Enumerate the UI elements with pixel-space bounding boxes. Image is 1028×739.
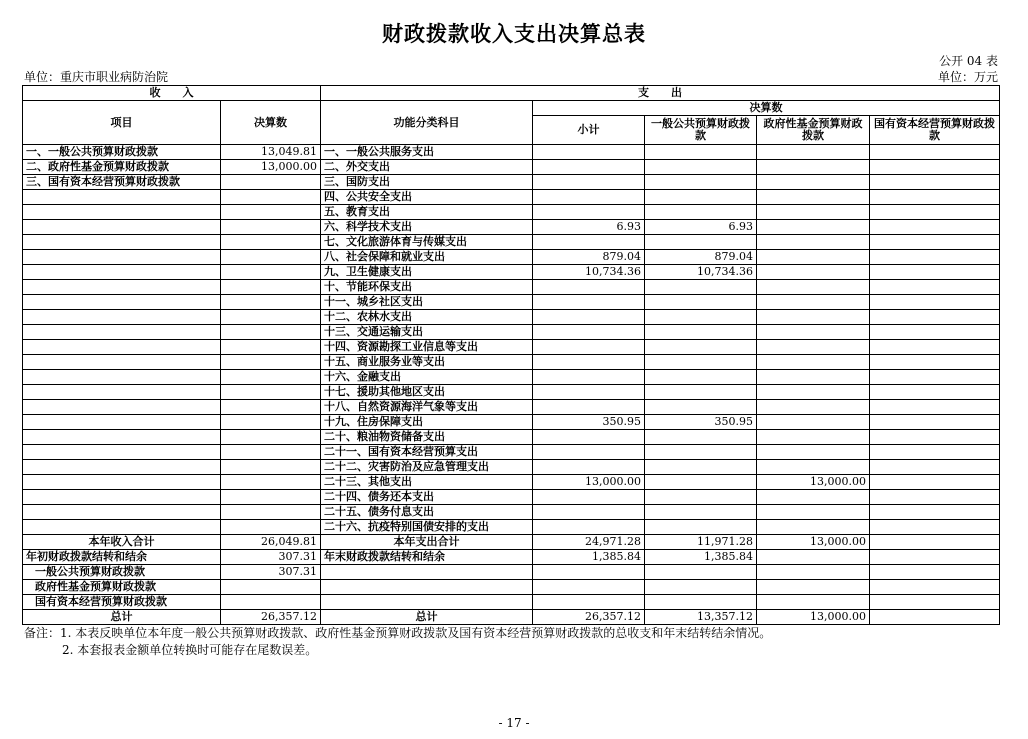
subtotal-cell xyxy=(533,295,645,310)
table-row xyxy=(23,580,1000,595)
income-amount-cell xyxy=(221,445,321,460)
gov-fund-cell xyxy=(757,250,870,265)
subtotal-cell: 879.04 xyxy=(533,250,645,265)
gov-fund-cell xyxy=(757,430,870,445)
general-budget-cell xyxy=(645,565,757,580)
income-item-cell xyxy=(23,220,221,235)
income-amount-cell: 26,357.12 xyxy=(221,610,321,625)
gov-fund-cell xyxy=(757,160,870,175)
expense-category-cell: 二十、粮油物资储备支出 xyxy=(321,430,533,445)
general-budget-cell xyxy=(645,370,757,385)
gov-fund-cell xyxy=(757,445,870,460)
state-capital-cell xyxy=(870,490,1000,505)
reporting-unit: 单位：重庆市职业病防治院 xyxy=(24,70,169,84)
expense-category-cell: 总计 xyxy=(321,610,533,625)
note-2: 2. 本套报表金额单位转换时可能存在尾数误差。 xyxy=(62,643,318,657)
table-row xyxy=(23,475,1000,490)
expense-category-cell: 十二、农林水支出 xyxy=(321,310,533,325)
subtotal-cell: 10,734.36 xyxy=(533,265,645,280)
state-capital-cell xyxy=(870,520,1000,535)
income-amount-cell xyxy=(221,595,321,610)
income-item-cell: 年初财政拨款结转和结余 xyxy=(23,550,221,565)
expense-category-cell: 本年支出合计 xyxy=(321,535,533,550)
income-item-cell xyxy=(23,265,221,280)
general-budget-cell: 11,971.28 xyxy=(645,535,757,550)
subtotal-header: 小计 xyxy=(533,116,645,145)
income-item-cell xyxy=(23,520,221,535)
general-budget-cell xyxy=(645,580,757,595)
general-budget-cell: 1,385.84 xyxy=(645,550,757,565)
subtotal-cell xyxy=(533,445,645,460)
subtotal-cell: 26,357.12 xyxy=(533,610,645,625)
expense-category-cell: 十四、资源勘探工业信息等支出 xyxy=(321,340,533,355)
income-item-cell xyxy=(23,310,221,325)
general-budget-cell xyxy=(645,520,757,535)
subtotal-cell: 350.95 xyxy=(533,415,645,430)
expense-category-cell: 四、公共安全支出 xyxy=(321,190,533,205)
general-budget-cell xyxy=(645,280,757,295)
general-budget-cell: 10,734.36 xyxy=(645,265,757,280)
table-row xyxy=(23,595,1000,610)
table-row xyxy=(23,400,1000,415)
page-title: 财政拨款收入支出决算总表 xyxy=(382,21,646,46)
expense-category-cell: 三、国防支出 xyxy=(321,175,533,190)
state-capital-cell xyxy=(870,565,1000,580)
gov-fund-cell xyxy=(757,565,870,580)
general-budget-cell xyxy=(645,145,757,160)
income-item-cell xyxy=(23,340,221,355)
income-item-cell xyxy=(23,235,221,250)
table-row xyxy=(23,235,1000,250)
table-row xyxy=(23,385,1000,400)
income-item-cell: 二、政府性基金预算财政拨款 xyxy=(23,160,221,175)
income-item-cell xyxy=(23,370,221,385)
state-capital-cell xyxy=(870,355,1000,370)
subtotal-cell xyxy=(533,355,645,370)
subtotal-cell xyxy=(533,580,645,595)
general-budget-cell: 879.04 xyxy=(645,250,757,265)
income-item-cell xyxy=(23,400,221,415)
general-budget-cell xyxy=(645,340,757,355)
gov-fund-cell xyxy=(757,550,870,565)
gov-fund-cell xyxy=(757,520,870,535)
expense-category-cell: 二十五、债务付息支出 xyxy=(321,505,533,520)
table-row xyxy=(23,565,1000,580)
expense-category-cell: 一、一般公共服务支出 xyxy=(321,145,533,160)
table-row xyxy=(23,445,1000,460)
general-budget-cell xyxy=(645,235,757,250)
income-amount-cell: 13,049.81 xyxy=(221,145,321,160)
expense-category-cell: 八、社会保障和就业支出 xyxy=(321,250,533,265)
income-amount-cell xyxy=(221,220,321,235)
gov-fund-cell xyxy=(757,190,870,205)
general-budget-cell xyxy=(645,505,757,520)
income-amount-cell xyxy=(221,190,321,205)
income-item-cell: 三、国有资本经营预算财政拨款 xyxy=(23,175,221,190)
income-amount-cell xyxy=(221,265,321,280)
expense-category-cell: 五、教育支出 xyxy=(321,205,533,220)
income-item-cell xyxy=(23,190,221,205)
state-capital-cell xyxy=(870,550,1000,565)
gov-fund-cell xyxy=(757,580,870,595)
income-amount-cell: 13,000.00 xyxy=(221,160,321,175)
table-row xyxy=(23,355,1000,370)
state-capital-cell xyxy=(870,370,1000,385)
general-budget-cell xyxy=(645,205,757,220)
gov-fund-cell: 13,000.00 xyxy=(757,610,870,625)
note-1: 备注：1. 本表反映单位本年度一般公共预算财政拨款、政府性基金预算财政拨款及国有资本经营预算财政拨款的总收支和年末结转结余情况。 xyxy=(24,626,772,640)
state-capital-header: 国有资本经营预算财政拨款 xyxy=(870,116,1000,145)
notes xyxy=(24,625,771,659)
expense-category-cell: 十八、自然资源海洋气象等支出 xyxy=(321,400,533,415)
table-row xyxy=(23,415,1000,430)
state-capital-cell xyxy=(870,250,1000,265)
table-row xyxy=(23,205,1000,220)
subtotal-cell: 1,385.84 xyxy=(533,550,645,565)
subtotal-cell xyxy=(533,505,645,520)
income-item-cell: 一般公共预算财政拨款 xyxy=(23,565,221,580)
general-budget-cell xyxy=(645,190,757,205)
expense-category-cell: 二十二、灾害防治及应急管理支出 xyxy=(321,460,533,475)
state-capital-cell xyxy=(870,415,1000,430)
table-row xyxy=(23,310,1000,325)
subtotal-cell xyxy=(533,160,645,175)
expense-category-cell xyxy=(321,595,533,610)
subtotal-cell xyxy=(533,190,645,205)
gov-fund-cell xyxy=(757,460,870,475)
state-capital-cell xyxy=(870,340,1000,355)
table-row xyxy=(23,550,1000,565)
state-capital-cell xyxy=(870,160,1000,175)
func-class-header: 功能分类科目 xyxy=(321,101,533,145)
general-budget-cell xyxy=(645,310,757,325)
state-capital-cell xyxy=(870,220,1000,235)
income-amount-cell xyxy=(221,235,321,250)
income-amount-cell xyxy=(221,280,321,295)
subtotal-cell xyxy=(533,490,645,505)
gov-fund-cell xyxy=(757,265,870,280)
state-capital-cell xyxy=(870,295,1000,310)
general-budget-cell xyxy=(645,325,757,340)
gov-fund-cell: 13,000.00 xyxy=(757,535,870,550)
expense-category-cell: 二十六、抗疫特别国债安排的支出 xyxy=(321,520,533,535)
subtotal-cell xyxy=(533,385,645,400)
expense-category-cell xyxy=(321,565,533,580)
state-capital-cell xyxy=(870,190,1000,205)
general-budget-cell xyxy=(645,430,757,445)
income-item-cell xyxy=(23,475,221,490)
state-capital-cell xyxy=(870,235,1000,250)
income-amount-cell xyxy=(221,340,321,355)
gov-fund-cell xyxy=(757,340,870,355)
state-capital-cell xyxy=(870,610,1000,625)
expense-category-cell: 二十三、其他支出 xyxy=(321,475,533,490)
state-capital-cell xyxy=(870,385,1000,400)
state-capital-cell xyxy=(870,460,1000,475)
general-budget-cell xyxy=(645,400,757,415)
table-row xyxy=(23,490,1000,505)
table-row xyxy=(23,280,1000,295)
table-row xyxy=(23,430,1000,445)
expense-category-cell: 七、文化旅游体育与传媒支出 xyxy=(321,235,533,250)
income-item-cell xyxy=(23,430,221,445)
subtotal-cell xyxy=(533,460,645,475)
subtotal-cell: 13,000.00 xyxy=(533,475,645,490)
gov-fund-cell xyxy=(757,280,870,295)
income-amount-cell xyxy=(221,505,321,520)
subtotal-cell xyxy=(533,175,645,190)
income-amount-cell: 307.31 xyxy=(221,550,321,565)
subtotal-cell xyxy=(533,340,645,355)
expense-category-cell: 九、卫生健康支出 xyxy=(321,265,533,280)
gov-fund-cell: 13,000.00 xyxy=(757,475,870,490)
income-amount-cell xyxy=(221,295,321,310)
expense-header: 支 出 xyxy=(321,86,1000,101)
expense-category-cell: 六、科学技术支出 xyxy=(321,220,533,235)
gov-fund-cell xyxy=(757,505,870,520)
state-capital-cell xyxy=(870,505,1000,520)
gov-fund-cell xyxy=(757,205,870,220)
income-amount-cell xyxy=(221,415,321,430)
subtotal-cell xyxy=(533,430,645,445)
income-item-cell xyxy=(23,415,221,430)
general-budget-cell xyxy=(645,295,757,310)
income-amount-cell xyxy=(221,430,321,445)
general-budget-cell: 350.95 xyxy=(645,415,757,430)
table-row xyxy=(23,250,1000,265)
expense-category-cell: 十、节能环保支出 xyxy=(321,280,533,295)
subtotal-cell xyxy=(533,280,645,295)
income-item-cell xyxy=(23,325,221,340)
gov-fund-header: 政府性基金预算财政拨款 xyxy=(757,116,870,145)
gov-fund-cell xyxy=(757,175,870,190)
page-number: - 17 - xyxy=(498,716,530,730)
expense-category-cell xyxy=(321,580,533,595)
subtotal-cell xyxy=(533,235,645,250)
subtotal-cell xyxy=(533,520,645,535)
state-capital-cell xyxy=(870,205,1000,220)
income-item-cell xyxy=(23,250,221,265)
state-capital-cell xyxy=(870,475,1000,490)
state-capital-cell xyxy=(870,145,1000,160)
table-row xyxy=(23,325,1000,340)
gov-fund-cell xyxy=(757,595,870,610)
state-capital-cell xyxy=(870,310,1000,325)
table-row xyxy=(23,520,1000,535)
income-amount-cell xyxy=(221,355,321,370)
income-item-cell: 总计 xyxy=(23,610,221,625)
income-item-cell: 一、一般公共预算财政拨款 xyxy=(23,145,221,160)
subtotal-cell xyxy=(533,400,645,415)
subtotal-cell xyxy=(533,310,645,325)
state-capital-cell xyxy=(870,325,1000,340)
state-capital-cell xyxy=(870,400,1000,415)
gov-fund-cell xyxy=(757,370,870,385)
income-amount-cell xyxy=(221,385,321,400)
table-row xyxy=(23,505,1000,520)
general-budget-cell: 6.93 xyxy=(645,220,757,235)
subtotal-cell xyxy=(533,565,645,580)
general-budget-cell xyxy=(645,460,757,475)
expense-category-cell: 二、外交支出 xyxy=(321,160,533,175)
table-row xyxy=(23,145,1000,160)
state-capital-cell xyxy=(870,580,1000,595)
income-item-cell xyxy=(23,460,221,475)
general-budget-cell xyxy=(645,160,757,175)
table-row xyxy=(23,295,1000,310)
subtotal-cell: 24,971.28 xyxy=(533,535,645,550)
income-amount-cell xyxy=(221,490,321,505)
subtotal-cell xyxy=(533,370,645,385)
income-item-cell xyxy=(23,355,221,370)
expense-category-cell: 年末财政拨款结转和结余 xyxy=(321,550,533,565)
table-row xyxy=(23,220,1000,235)
subtotal-cell xyxy=(533,145,645,160)
table-row xyxy=(23,160,1000,175)
expense-category-cell: 十七、援助其他地区支出 xyxy=(321,385,533,400)
table-row xyxy=(23,190,1000,205)
income-amount-cell: 26,049.81 xyxy=(221,535,321,550)
final-amount-header: 决算数 xyxy=(533,101,1000,116)
income-item-cell: 国有资本经营预算财政拨款 xyxy=(23,595,221,610)
income-amount-cell xyxy=(221,475,321,490)
table-row xyxy=(23,460,1000,475)
amount-header: 决算数 xyxy=(221,101,321,145)
final-accounts-table xyxy=(22,85,1000,625)
general-budget-cell xyxy=(645,385,757,400)
general-budget-header: 一般公共预算财政拨款 xyxy=(645,116,757,145)
income-amount-cell xyxy=(221,325,321,340)
state-capital-cell xyxy=(870,265,1000,280)
state-capital-cell xyxy=(870,595,1000,610)
general-budget-cell xyxy=(645,475,757,490)
income-amount-cell xyxy=(221,250,321,265)
form-number: 公开 04 表 xyxy=(939,54,998,68)
expense-category-cell: 十五、商业服务业等支出 xyxy=(321,355,533,370)
income-item-cell: 本年收入合计 xyxy=(23,535,221,550)
table-row xyxy=(23,175,1000,190)
income-amount-cell xyxy=(221,310,321,325)
expense-category-cell: 十一、城乡社区支出 xyxy=(321,295,533,310)
income-amount-cell xyxy=(221,580,321,595)
gov-fund-cell xyxy=(757,400,870,415)
subtotal-cell xyxy=(533,595,645,610)
state-capital-cell xyxy=(870,430,1000,445)
gov-fund-cell xyxy=(757,220,870,235)
expense-category-cell: 十三、交通运输支出 xyxy=(321,325,533,340)
expense-category-cell: 十六、金融支出 xyxy=(321,370,533,385)
gov-fund-cell xyxy=(757,235,870,250)
general-budget-cell xyxy=(645,355,757,370)
income-item-cell xyxy=(23,205,221,220)
gov-fund-cell xyxy=(757,145,870,160)
currency-unit: 单位：万元 xyxy=(937,70,998,84)
table-row xyxy=(23,370,1000,385)
general-budget-cell xyxy=(645,595,757,610)
gov-fund-cell xyxy=(757,295,870,310)
income-item-cell xyxy=(23,490,221,505)
income-item-cell: 政府性基金预算财政拨款 xyxy=(23,580,221,595)
income-header: 收 入 xyxy=(23,86,321,101)
expense-category-cell: 十九、住房保障支出 xyxy=(321,415,533,430)
subtotal-cell xyxy=(533,205,645,220)
expense-category-cell: 二十四、债务还本支出 xyxy=(321,490,533,505)
state-capital-cell xyxy=(870,175,1000,190)
income-amount-cell xyxy=(221,370,321,385)
subtotal-cell: 6.93 xyxy=(533,220,645,235)
expense-category-cell: 二十一、国有资本经营预算支出 xyxy=(321,445,533,460)
gov-fund-cell xyxy=(757,490,870,505)
income-amount-cell xyxy=(221,400,321,415)
income-item-cell xyxy=(23,295,221,310)
income-amount-cell xyxy=(221,175,321,190)
income-amount-cell: 307.31 xyxy=(221,565,321,580)
gov-fund-cell xyxy=(757,310,870,325)
general-budget-cell xyxy=(645,175,757,190)
gov-fund-cell xyxy=(757,415,870,430)
table-row xyxy=(23,265,1000,280)
income-item-cell xyxy=(23,445,221,460)
item-header: 项目 xyxy=(23,101,221,145)
general-budget-cell: 13,357.12 xyxy=(645,610,757,625)
income-item-cell xyxy=(23,280,221,295)
gov-fund-cell xyxy=(757,325,870,340)
income-amount-cell xyxy=(221,460,321,475)
income-amount-cell xyxy=(221,205,321,220)
general-budget-cell xyxy=(645,445,757,460)
income-amount-cell xyxy=(221,520,321,535)
gov-fund-cell xyxy=(757,385,870,400)
income-item-cell xyxy=(23,505,221,520)
state-capital-cell xyxy=(870,445,1000,460)
subtotal-cell xyxy=(533,325,645,340)
income-item-cell xyxy=(23,385,221,400)
state-capital-cell xyxy=(870,280,1000,295)
table-row xyxy=(23,610,1000,625)
general-budget-cell xyxy=(645,490,757,505)
table-row xyxy=(23,340,1000,355)
state-capital-cell xyxy=(870,535,1000,550)
table-row xyxy=(23,535,1000,550)
gov-fund-cell xyxy=(757,355,870,370)
